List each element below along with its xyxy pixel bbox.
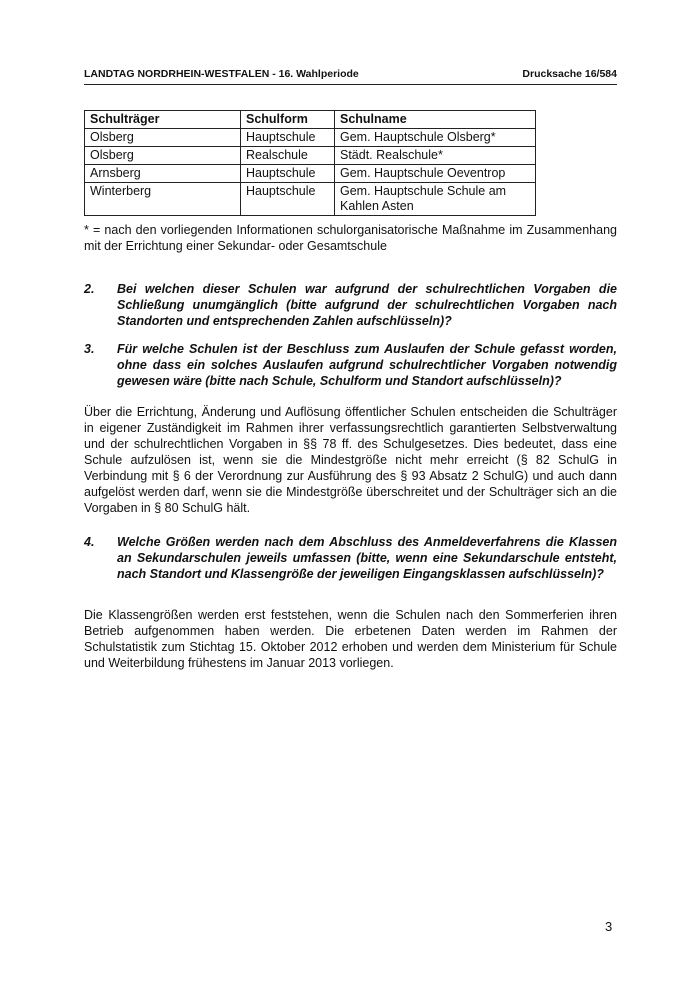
table-row	[85, 147, 536, 165]
table-cell: Gem. Hauptschule Schule am Kahlen Asten	[335, 183, 536, 216]
question-text: Welche Größen werden nach dem Abschluss des Anmeldeverfahrens die Klassen an Sekundarschulen jeweils umfassen (bitte, wenn eine Sekundarschule entsteht, nach Standort und Klassengröße der jeweiligen Eingangsklassen aufschlüsseln)?	[117, 535, 617, 581]
table-header-row	[85, 111, 536, 129]
table-cell: Winterberg	[85, 183, 241, 216]
page-number: 3	[605, 919, 613, 934]
table-cell: Realschule	[241, 147, 335, 165]
table-cell: Arnsberg	[85, 165, 241, 183]
question-number: 3.	[84, 342, 95, 356]
table-cell: Olsberg	[85, 129, 241, 147]
schools-table	[84, 110, 536, 216]
question-text: Bei welchen dieser Schulen war aufgrund der schulrechtlichen Vorgaben die Schließung unumgänglich (bitte aufgrund der schulrechtlichen Vorgaben nach Standorten und entsprechenden Zahlen aufschlüsseln)?	[117, 282, 617, 328]
question-4	[84, 534, 617, 582]
header-divider	[84, 84, 617, 85]
column-header: Schulform	[241, 111, 335, 129]
column-header: Schulträger	[85, 111, 241, 129]
table-cell: Hauptschule	[241, 129, 335, 147]
question-2	[84, 281, 617, 329]
table-cell: Hauptschule	[241, 165, 335, 183]
table-cell: Hauptschule	[241, 183, 335, 216]
table-cell: Städt. Realschule*	[335, 147, 536, 165]
table-cell: Olsberg	[85, 147, 241, 165]
header-title: LANDTAG NORDRHEIN-WESTFALEN - 16. Wahlperiode	[84, 68, 359, 80]
question-3	[84, 341, 617, 389]
answer-paragraph: Über die Errichtung, Änderung und Auflösung öffentlicher Schulen entscheiden die Schulträger in eigener Zuständigkeit im Rahmen ihrer verfassungsrechtlich garantierten Selbstverwaltung und der schulrechtlichen Vorgaben in §§ 78 ff. des Schulgesetzes. Dies bedeutet, dass eine Schule aufzulösen ist, wenn sie die Mindestgröße nicht mehr erreicht (§ 82 SchulG in Verbindung mit § 6 der Verordnung zur Ausführung des § 93 Absatz 2 SchulG) und auch dann aufgelöst werden darf, wenn sie die Mindestgröße überschreitet und der Schulträger sich an die Vorgaben in § 80 SchulG hält.	[84, 405, 617, 515]
table-row	[85, 183, 536, 216]
document-number: Drucksache 16/584	[522, 68, 617, 80]
question-text: Für welche Schulen ist der Beschluss zum Auslaufen der Schule gefasst worden, ohne dass ein solches Auslaufen aufgrund schulrechtlicher Vorgaben notwendig gewesen wäre (bitte nach Schule, Schulform und Standort aufschlüsseln)?	[117, 342, 617, 388]
table-cell: Gem. Hauptschule Oeventrop	[335, 165, 536, 183]
column-header: Schulname	[335, 111, 536, 129]
question-number: 4.	[84, 535, 95, 549]
question-number: 2.	[84, 282, 95, 296]
table-row	[85, 129, 536, 147]
table-cell: Gem. Hauptschule Olsberg*	[335, 129, 536, 147]
table-footnote: * = nach den vorliegenden Informationen schulorganisatorische Maßnahme im Zusammenhang mit der Errichtung einer Sekundar- oder Gesamtschule	[84, 223, 617, 253]
page-header	[84, 68, 617, 80]
table-row	[85, 165, 536, 183]
answer-paragraph: Die Klassengrößen werden erst feststehen, wenn die Schulen nach den Sommerferien ihren Betrieb aufgenommen haben werden. Die erbetenen Daten werden im Rahmen der Schulstatistik zum Stichtag 15. Oktober 2012 erhoben und werden dem Ministerium für Schule und Weiterbildung frühestens im Januar 2013 vorliegen.	[84, 608, 617, 670]
